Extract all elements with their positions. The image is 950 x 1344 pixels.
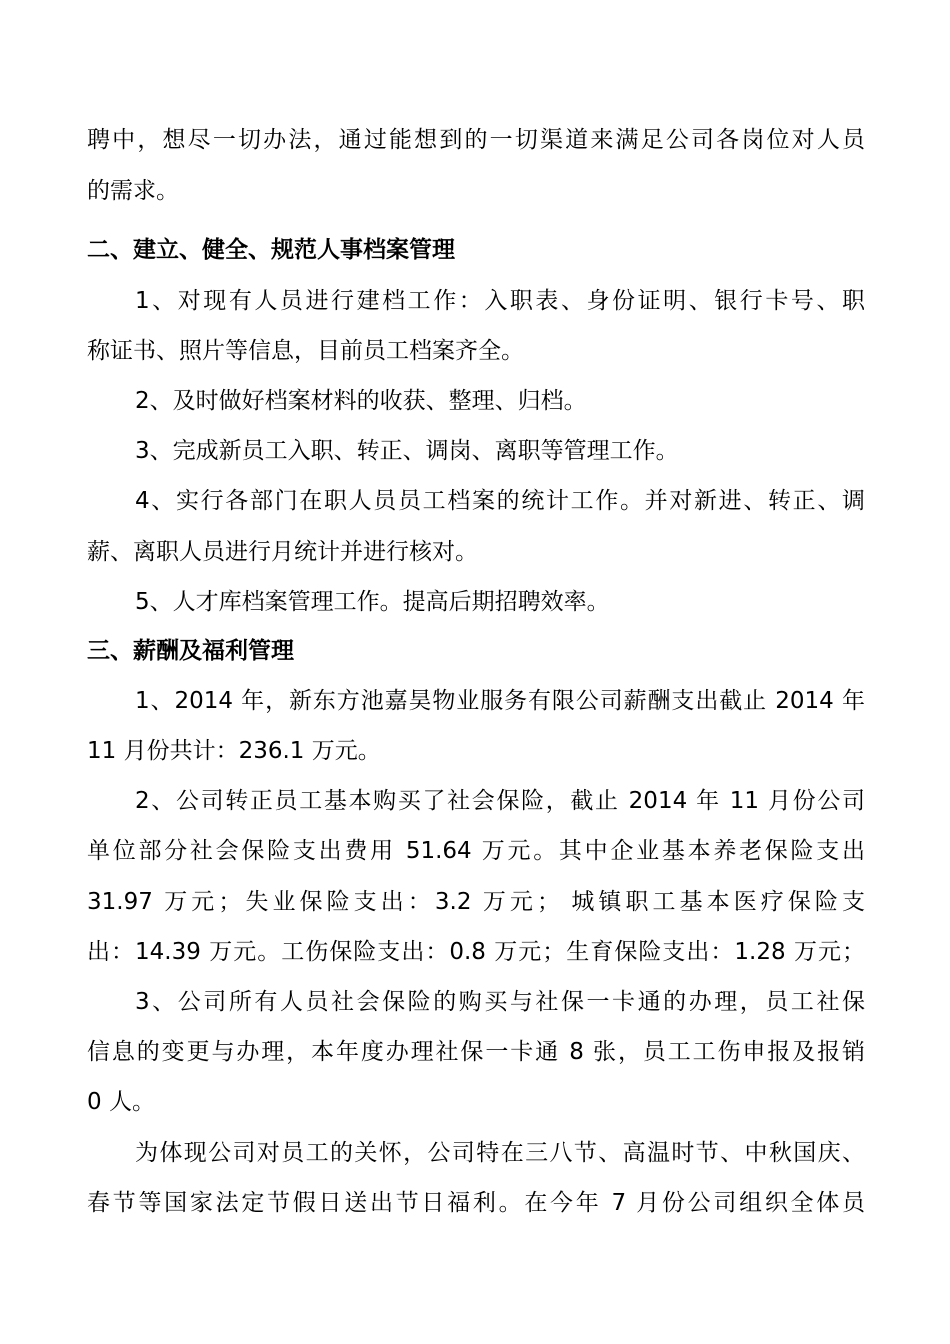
paragraph-line: 聘中，想尽一切办法，通过能想到的一切渠道来满足公司各岗位对人员 xyxy=(87,127,865,153)
paragraph-line: 的需求。 xyxy=(87,178,179,204)
paragraph-line: 4、实行各部门在职人员员工档案的统计工作。并对新进、转正、调 xyxy=(135,488,865,514)
section-heading: 二、建立、健全、规范人事档案管理 xyxy=(87,237,455,263)
section-heading: 三、薪酬及福利管理 xyxy=(87,638,294,664)
paragraph-line: 11 月份共计：236.1 万元。 xyxy=(87,738,381,764)
paragraph-line: 3、公司所有人员社会保险的购买与社保一卡通的办理，员工社保 xyxy=(135,989,865,1015)
paragraph-line: 出：14.39 万元。工伤保险支出：0.8 万元；生育保险支出：1.28 万元； xyxy=(87,939,865,965)
paragraph-line: 为体现公司对员工的关怀，公司特在三八节、高温时节、中秋国庆、 xyxy=(135,1140,865,1166)
paragraph-line: 31.97 万元；失业保险支出：3.2 万元； 城镇职工基本医疗保险支 xyxy=(87,889,865,915)
paragraph-line: 春节等国家法定节假日送出节日福利。在今年 7 月份公司组织全体员 xyxy=(87,1190,865,1216)
paragraph-line: 信息的变更与办理，本年度办理社保一卡通 8 张，员工工伤申报及报销 xyxy=(87,1039,865,1065)
paragraph-line: 1、对现有人员进行建档工作：入职表、身份证明、银行卡号、职 xyxy=(135,288,865,314)
paragraph-line: 3、完成新员工入职、转正、调岗、离职等管理工作。 xyxy=(135,438,679,464)
paragraph-line: 称证书、照片等信息，目前员工档案齐全。 xyxy=(87,338,524,364)
paragraph-line: 2、及时做好档案材料的收获、整理、归档。 xyxy=(135,388,587,414)
paragraph-line: 薪、离职人员进行月统计并进行核对。 xyxy=(87,539,478,565)
paragraph-line: 0 人。 xyxy=(87,1089,155,1115)
paragraph-line: 5、人才库档案管理工作。提高后期招聘效率。 xyxy=(135,589,610,615)
paragraph-line: 2、公司转正员工基本购买了社会保险，截止 2014 年 11 月份公司 xyxy=(135,788,865,814)
paragraph-line: 单位部分社会保险支出费用 51.64 万元。其中企业基本养老保险支出 xyxy=(87,838,865,864)
paragraph-line: 1、2014 年，新东方池嘉昊物业服务有限公司薪酬支出截止 2014 年 xyxy=(135,688,865,714)
